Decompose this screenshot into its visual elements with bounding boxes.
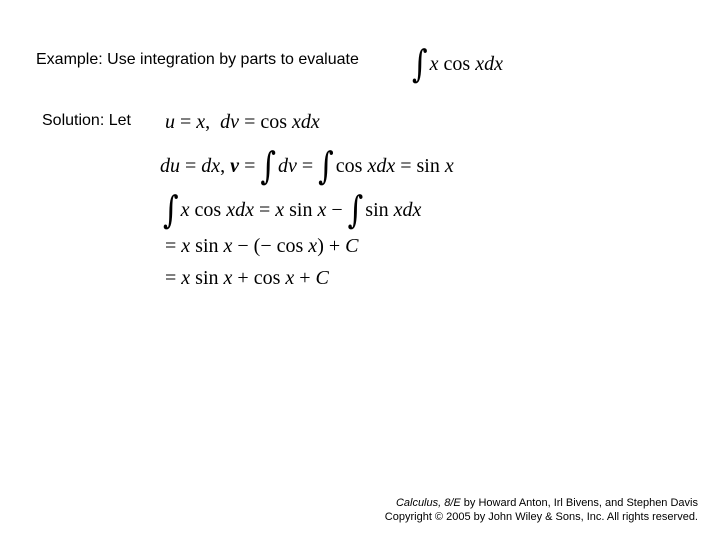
solution-line-3: ∫ x cos xdx = x sin x − ∫ sin xdx — [163, 188, 422, 233]
solution-line-1: u = x, dv = cos xdx — [165, 111, 320, 133]
footer-credit — [396, 497, 698, 509]
footer-copyright: Copyright © 2005 by John Wiley & Sons, Inc. All rights reserved. — [384, 511, 698, 523]
example-label: Example: Use integration by parts to evaluate — [36, 51, 359, 68]
solution-line-4: = x sin x − (− cos x) + C — [165, 235, 359, 257]
footer-book-title: Calculus, 8/E — [395, 497, 461, 509]
solution-line-5: = x sin x + cos x + C — [165, 267, 329, 289]
example-integral: ∫ x cos xdx — [412, 42, 503, 87]
footer-authors: by Howard Anton, Irl Bivens, and Stephen Davis — [460, 497, 698, 509]
solution-line-2: du = dx, v = ∫ dv = ∫ cos xdx = sin x — [160, 144, 454, 189]
solution-label: Solution: Let — [42, 112, 131, 129]
